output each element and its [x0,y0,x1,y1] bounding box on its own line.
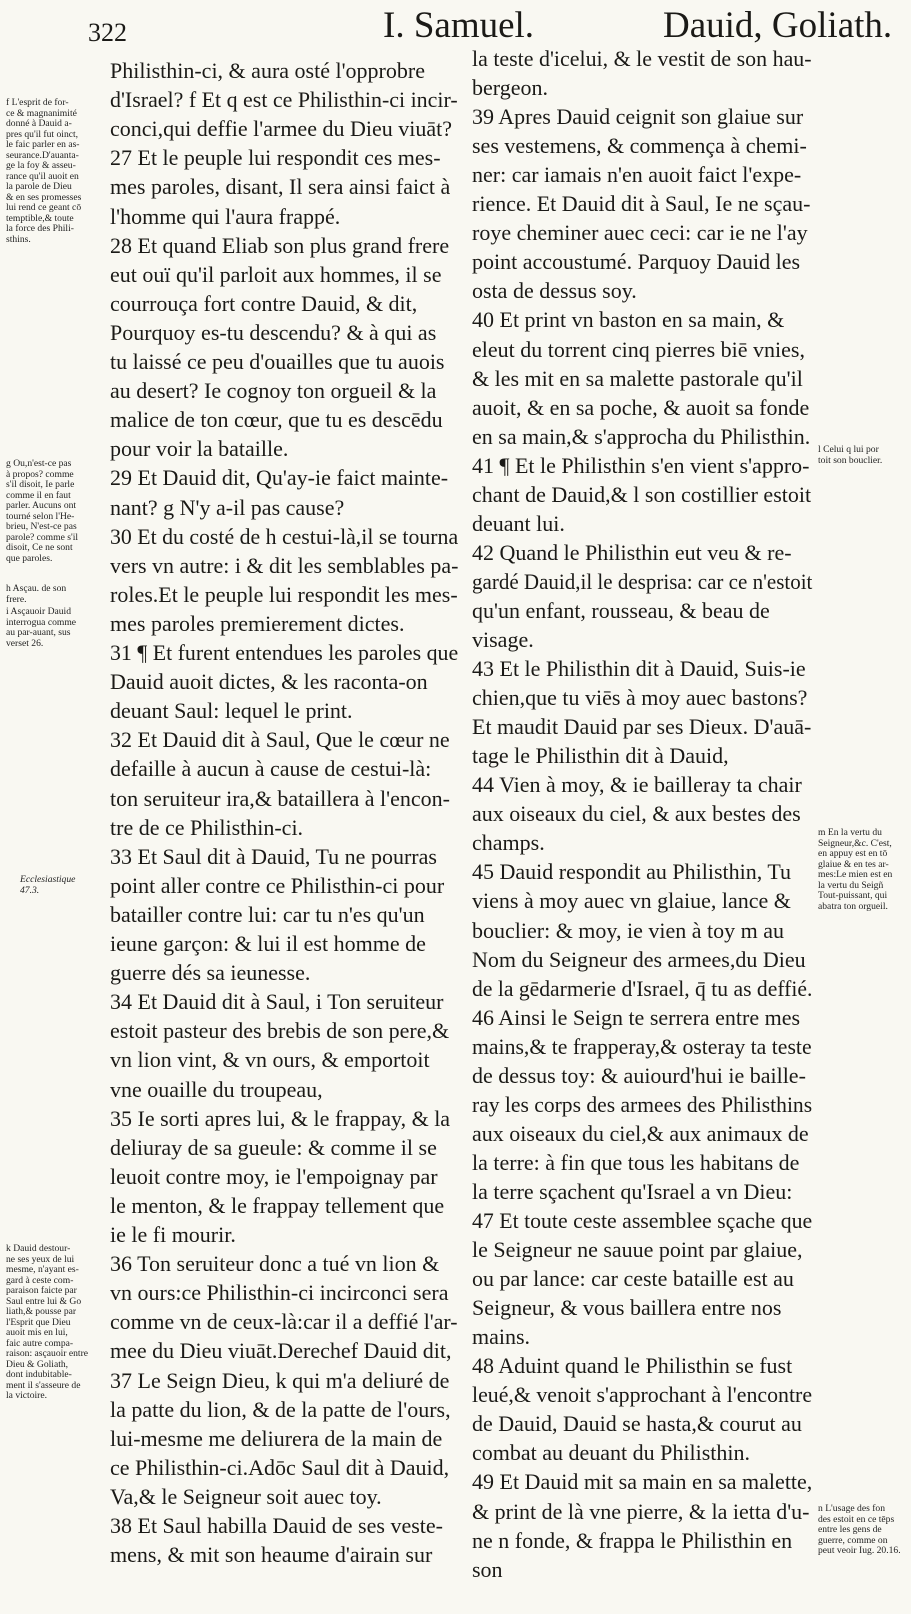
text-line: bergeon. [472,75,548,101]
text-line: 43 Et le Philisthin dit à Dauid, Suis-ie [472,656,806,682]
margin-note-f [6,98,101,245]
margin-note-line: ce & magnanimité [6,107,77,119]
margin-note-line: Dieu & Goliath, [6,1358,69,1370]
text-line: auoit, & en sa poche, & auoit sa fonde [472,394,810,420]
text-line: 29 Et Dauid dit, Qu'ay-ie faict mainte- [110,465,449,491]
margin-note-line: ge la foy & asseu- [6,160,76,171]
running-head-subject: Dauid, Goliath. [663,5,893,46]
text-line: la terre sçachent qu'Israel a vn Dieu: [472,1178,793,1204]
margin-note-line: seurance.D'auanta- [6,149,79,161]
margin-note-line: mes:Le mien est en [818,869,893,880]
text-line: Pourquoy es-tu descendu? & à qui as [110,319,437,345]
text-line: ray les corps des armees des Philisthins [472,1091,813,1117]
text-line: point accoustumé. Parquoy Dauid les [472,249,801,275]
text-line: Dauid auoit dictes, & les raconta-on [110,669,428,695]
text-line: 42 Quand le Philisthin eut veu & re- [472,539,792,565]
margin-note-line: comme il en faut [6,489,71,501]
margin-note-line: 47.3. [20,884,40,896]
margin-note-line: liath,& pousse par [6,1306,77,1317]
margin-note-line: toit son bouclier. [818,454,883,466]
margin-note-line: interrogua comme [6,616,77,628]
margin-note-line: mesme, n'ayant es- [6,1264,79,1275]
text-line: de la gēdarmerie d'Israel, q̄ tu as deffié. [472,975,813,1001]
text-line: 40 Et print vn baston en sa main, & [472,307,785,333]
margin-note-line: h Asçau. de son [6,583,67,594]
text-line: 28 Et quand Eliab son plus grand frere [110,232,450,258]
text-line: son [472,1556,503,1582]
text-line: combat au deuant du Philisthin. [472,1440,751,1466]
margin-note-line: parole? comme s'il [6,531,79,543]
text-line: viens à moy auec vn glaiue, lance & [472,888,791,914]
text-line: chien,que tu viēs à moy auec bastons? [472,685,808,711]
text-line: l'homme qui l'aura frappé. [110,203,341,229]
text-line: ner: car iamais n'en auoit faict l'expe- [472,162,802,188]
margin-note-i [6,607,101,649]
text-line: ie le fi mourir. [110,1222,236,1247]
text-line: leuoit contre moy, ie l'empoignay par [110,1163,438,1189]
text-line: vn lion vint, & vn ours, & emportoit [110,1047,430,1073]
margin-note-line: paraison faicte par [6,1285,77,1296]
text-line: leué,& venoit s'approchant à l'encontre [472,1382,813,1408]
text-line: tage le Philisthin dit à Dauid, [472,743,729,769]
text-line: aux oiseaux du ciel,& aux animaux de [472,1120,809,1146]
text-line: 33 Et Saul dit à Dauid, Tu ne pourras [110,843,437,869]
margin-note-line: la victoire. [6,1390,48,1401]
text-line: defaille à aucun à cause de cestui-là: [110,756,432,782]
text-line: ieune garçon: & lui il est homme de [110,931,426,956]
text-line: champs. [472,830,545,856]
text-line: de Dauid, Dauid se hasta,& courut au [472,1411,802,1437]
text-line: 35 Ie sorti apres lui, & le frappay, & la [110,1105,451,1131]
text-line: 49 Et Dauid mit sa main en sa malette, [472,1469,813,1495]
margin-note-line: disoit, Ce ne sont [6,542,73,553]
margin-note-line: temptible,& toute [6,212,74,224]
margin-note-line: tourné selon l'He- [6,510,75,522]
margin-note-n [818,1504,910,1557]
margin-note-line: abatra ton orgueil. [818,900,888,912]
text-line: 34 Et Dauid dit à Saul, i Ton seruiteur [110,989,444,1015]
text-line: 41 ¶ Et le Philisthin s'en vient s'appro- [472,452,810,478]
margin-note-line: Seigneur,&c. C'est, [818,837,892,849]
text-line: roles.Et le peuple lui respondit les mes- [110,581,458,607]
text-line: la teste d'icelui, & le vestit de son hau- [472,46,812,71]
text-line: eut ouï qu'il parloit aux hommes, il se [110,261,442,287]
text-line: mains,& te frapperay,& osteray ta teste [472,1033,812,1059]
text-line: comme vn de ceux-là:car il a deffié l'ar- [110,1309,458,1335]
text-line: qu'un enfant, rousseau, & beau de [472,597,770,623]
margin-note-line: dont indubitable- [6,1369,72,1380]
text-line: de dessus toy: & auiourd'hui ie baille- [472,1062,806,1088]
text-line: 36 Ton seruiteur donc a tué vn lion & [110,1251,440,1277]
text-line: 37 Le Seign Dieu, k qui m'a deliuré de [110,1367,450,1393]
margin-note-line: ment il s'asseure de [6,1379,81,1391]
text-line: Philisthin-ci, & aura osté l'opprobre [110,58,425,83]
text-line: tu laissé ce peu d'ouailles que tu auois [110,349,445,374]
text-line: ne n fonde, & frappa le Philisthin en [472,1527,793,1553]
margin-note-line: pres qu'il fut oinct, [6,128,79,140]
text-line: aux oiseaux du ciel, & aux bestes des [472,801,801,827]
margin-note-line: raison: asçauoir entre [6,1348,89,1359]
text-line: deuant lui. [472,510,565,536]
text-line: au desert? Ie cognoy ton orgueil & la [110,378,437,404]
margin-note-line: i Asçauoir Dauid [6,606,72,617]
margin-note-line: brieu, N'est-ce pas [6,521,77,532]
text-line: nant? g N'y a-il pas cause? [110,494,345,520]
text-line: lui-mesme me deliurera de la main de [110,1425,443,1451]
margin-note-line: s'il disoit, Ie parle [6,479,75,490]
text-line: gardé Dauid,il le desprisa: car ce n'estoit [472,568,813,594]
margin-note-line: guerre, comme on [818,1534,888,1546]
margin-note-h [6,584,101,605]
margin-note-line: entre les gens de [818,1524,882,1535]
text-line: courrouça fort contre Dauid, & dit, [110,290,418,316]
text-line: ses vestemens, & commença à chemi- [472,133,807,159]
margin-note-k [6,1244,101,1402]
margin-note-line: faic autre compa- [6,1337,74,1349]
text-line: d'Israel? f Et q est ce Philisthin-ci incir- [110,87,458,113]
margin-note-line: auoit mis en lui, [6,1327,68,1338]
margin-note-line: au par-auant, sus [6,627,71,638]
text-line: mee du Dieu viuāt.Derechef Dauid dit, [110,1338,452,1364]
margin-note-line: rance qu'il auoit en [6,170,79,182]
text-line: malice de ton cœur, que tu es descēdu [110,407,443,433]
text-line: 31 ¶ Et furent entendues les paroles que [110,640,459,665]
text-line: 39 Apres Dauid ceignit son glaiue sur [472,104,804,130]
text-line: estoit pasteur des brebis de son pere,& [110,1018,450,1044]
text-line: 30 Et du costé de h cestui-là,il se tourna [110,523,459,549]
text-line: 45 Dauid respondit au Philisthin, Tu [472,859,792,885]
margin-note-line: en appuy est en tō [818,848,888,859]
margin-note-reference [20,875,105,896]
margin-note-line: donné à Dauid a- [6,118,72,129]
margin-note-line: k Dauid destour- [6,1243,71,1254]
margin-note-line: n L'usage des fon [818,1503,886,1514]
text-line: 27 Et le peuple lui respondit ces mes- [110,145,441,171]
text-line: visage. [472,627,534,652]
margin-note-line: & en ses promesses [6,191,82,203]
text-line: & print de là vne pierre, & la ietta d'u- [472,1498,810,1524]
margin-note-l [818,445,910,466]
margin-note-line: Saul entre lui & Go [6,1295,82,1307]
text-line: & les mit en sa malette pastorale qu'il [472,365,803,391]
margin-note-line: lui rend ce geant cō [6,202,82,213]
text-line: 32 Et Dauid dit à Saul, Que le cœur ne [110,727,450,753]
margin-note-line: à propos? comme [6,468,74,480]
text-line: conci,qui deffie l'armee du Dieu viuāt? [110,116,452,142]
text-line: vn ours:ce Philisthin-ci incirconci sera [110,1280,449,1306]
margin-note-line: gard à ceste com- [6,1274,74,1286]
margin-note-line: la parole de Dieu [6,181,72,192]
text-line: chant de Dauid,& l son costillier estoit [472,481,812,507]
margin-note-line: f L'esprit de for- [6,97,69,108]
text-line: point aller contre ce Philisthin-ci pour [110,872,445,898]
text-line: 44 Vien à moy, & ie bailleray ta chair [472,772,802,798]
text-line: eleut du torrent cinq pierres biē vnies, [472,336,805,362]
margin-note-line: sthins. [6,233,31,245]
text-line: roye cheminer auec ceci: car ie ne l'ay [472,220,808,246]
text-line: 48 Aduint quand le Philisthin se fust [472,1353,793,1379]
margin-note-line: que paroles. [6,552,53,564]
text-line: deliuray de sa gueule: & comme il se [110,1134,437,1160]
text-line: vers vn autre: i & dit les semblables pa- [110,552,459,578]
margin-note-line: l'Esprit que Dieu [6,1316,71,1328]
margin-note-line: des estoit en ce tēps [818,1513,895,1525]
text-line: vne ouaille du troupeau, [110,1076,323,1102]
margin-note-m [818,828,910,912]
margin-note-line: peut veoir Iug. 20.16. [818,1545,901,1556]
margin-note-line: la vertu du Seigñ [818,879,884,891]
margin-note-line: parler. Aucuns ont [6,500,77,511]
text-line: Nom du Seigneur des armees,du Dieu [472,946,806,972]
text-line: mes paroles premierement dictes. [110,610,405,636]
text-line: guerre dés sa ieunesse. [110,960,311,986]
text-line: le menton, & le frappay tellement que [110,1192,445,1218]
text-line: 47 Et toute ceste assemblee sçache que [472,1208,813,1233]
text-line: ce Philisthin-ci.Adōc Saul dit à Dauid, [110,1454,450,1480]
text-line: Va,& le Seigneur soit auec toy. [110,1483,382,1509]
text-line: Seigneur, & vous baillera entre nos [472,1295,782,1321]
margin-note-line: l Celui q lui por [818,444,879,455]
text-line: ton seruiteur ira,& bataillera à l'encon- [110,785,450,811]
margin-note-line: ne ses yeux de lui [6,1253,75,1265]
text-line: 46 Ainsi le Seign te serrera entre mes [472,1004,801,1030]
text-line: pour voir la bataille. [110,436,289,462]
margin-note-line: glaiue & en tes ar- [818,858,889,870]
margin-note-line: Ecclesiastique [20,874,76,885]
text-line: le Seigneur ne sauue point par glaiue, [472,1237,803,1263]
text-line: mens, & mit son heaume d'airain sur [110,1542,433,1568]
text-line: la terre: à fin que tous les habitans de [472,1149,800,1175]
margin-note-g [6,459,101,564]
text-line: 38 Et Saul habilla Dauid de ses veste- [110,1513,443,1538]
text-line: la patte du lion, & de la patte de l'ours, [110,1396,451,1422]
margin-note-line: le faic parler en as- [6,139,80,150]
text-line: ou par lance: car ceste bataille est au [472,1266,794,1292]
margin-note-line: m En la vertu du [818,827,882,838]
margin-note-line: la force des Phili- [6,223,74,234]
text-line: bouclier: & moy, ie vien à toy m au [472,917,784,943]
text-line: Et maudit Dauid par ses Dieux. D'auā- [472,714,812,740]
text-line: osta de dessus soy. [472,278,637,304]
text-line: en sa main,& s'approcha du Philisthin. [472,423,811,449]
margin-note-line: Tout-puissant, qui [818,890,888,901]
margin-note-line: g Ou,n'est-ce pas [6,458,72,469]
margin-note-line: frere. [6,593,27,605]
page-number: 322 [88,18,127,47]
text-line: deuant Saul: lequel le print. [110,698,353,724]
margin-note-line: verset 26. [6,637,44,649]
text-line: rience. Et Dauid dit à Saul, Ie ne sçau- [472,191,811,217]
running-head-book: I. Samuel. [383,5,535,46]
text-line: batailler contre lui: car tu n'es qu'un [110,901,425,927]
text-line: mains. [472,1324,531,1350]
text-line: mes paroles, disant, Il sera ainsi faict à [110,174,451,200]
text-line: tre de ce Philisthin-ci. [110,814,304,840]
